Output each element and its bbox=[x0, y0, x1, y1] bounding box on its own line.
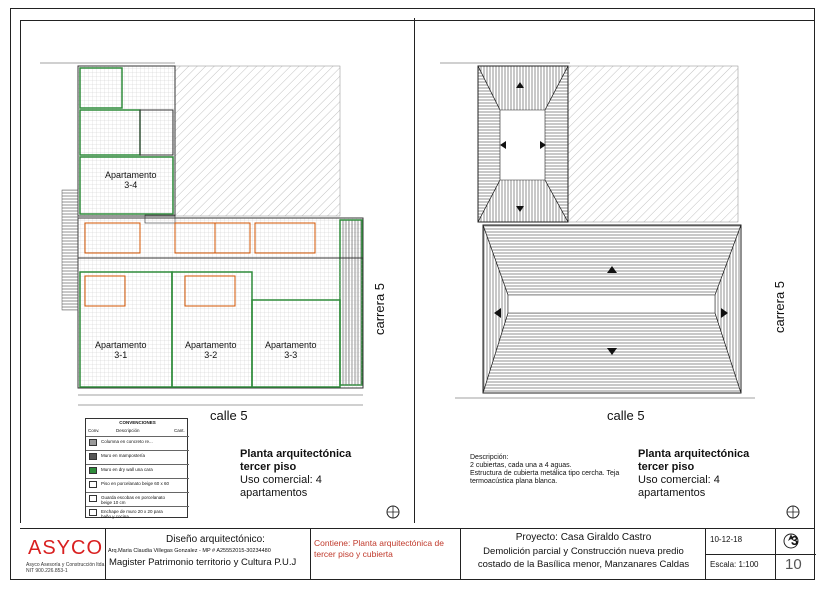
logo-nit: NIT 900.226.853-1 bbox=[26, 568, 68, 574]
title-block bbox=[20, 528, 815, 579]
design-label: Diseño arquitectónico: bbox=[166, 534, 265, 545]
legend-row: Columna en concreto re... bbox=[86, 436, 189, 448]
right-plan-subtitle: Uso comercial: 4 apartamentos bbox=[638, 474, 720, 499]
legend-header: CONVENCIONES bbox=[119, 420, 156, 425]
apartment-3-3-label: Apartamento 3-3 bbox=[265, 340, 317, 360]
sheet-number-cell bbox=[775, 529, 815, 579]
project-cell bbox=[460, 529, 705, 579]
roof-description: Descripción: 2 cubiertas, cada una a 4 aguas. Estructura de cubierta metálica tipo cercha. Teja termoacústica plana blanca. bbox=[470, 454, 620, 485]
left-plan-title: Planta arquitectónica tercer piso bbox=[240, 448, 352, 473]
drawing-scale: Escala: 1:100 bbox=[710, 560, 759, 569]
legend-row: Enchape de muro 20 x 20 para baño y cocina bbox=[86, 506, 189, 518]
drawing-date: 10-12-18 bbox=[710, 535, 743, 544]
neighbor-lot-hatch bbox=[175, 66, 340, 216]
apartment-3-2-label: Apartamento 3-2 bbox=[185, 340, 237, 360]
sheet-total: 10 bbox=[785, 556, 802, 573]
sheet-number: 3 bbox=[791, 533, 799, 548]
date-scale-cell bbox=[705, 529, 775, 579]
legend-col-conv: Conv. bbox=[88, 428, 100, 433]
legend-row: Piso en porcelanato beige 60 x 60 bbox=[86, 478, 189, 490]
legend-col-cant: Cant. bbox=[174, 428, 185, 433]
asyco-logo: ASYCO bbox=[28, 537, 104, 559]
right-street-side: carrera 5 bbox=[772, 280, 787, 333]
contains-cell bbox=[310, 529, 460, 579]
apartment-3-4-label: Apartamento 3-4 bbox=[105, 170, 157, 190]
designer-cell bbox=[105, 529, 310, 579]
legend-row: Guarda escobas en porcelanato beige 10 cm bbox=[86, 492, 189, 504]
left-plan-subtitle: Uso comercial: 4 apartamentos bbox=[240, 474, 322, 499]
apartment-3-1-label: Apartamento 3-1 bbox=[95, 340, 147, 360]
legend-col-desc: Descripción bbox=[116, 428, 140, 433]
left-street-side: carrera 5 bbox=[372, 282, 387, 335]
project-description-1: Demolición parcial y Construcción nueva predio bbox=[483, 546, 684, 557]
logo-subtitle: Asyco Asesoría y Construcción ltda bbox=[26, 562, 105, 568]
architect-name: Arq.Maria Claudia Villegas Gonzalez - MP # A25552015-30234480 bbox=[108, 548, 271, 554]
legend-row: Muro en mampostería bbox=[86, 450, 189, 462]
project-description-2: costado de la Basílica menor, Manzanares Caldas bbox=[477, 559, 690, 570]
left-street-bottom: calle 5 bbox=[210, 408, 248, 423]
logo-cell bbox=[20, 529, 105, 579]
legend-table bbox=[85, 418, 188, 518]
project-title: Proyecto: Casa Giraldo Castro bbox=[515, 532, 652, 543]
contains-text: Contiene: Planta arquitectónica de tercer piso y cubierta bbox=[314, 538, 444, 559]
architect-degree: Magister Patrimonio territorio y Cultura P.U.J bbox=[109, 557, 297, 568]
right-plan-title: Planta arquitectónica tercer piso bbox=[638, 448, 750, 473]
right-street-bottom: calle 5 bbox=[607, 408, 645, 423]
legend-row: Muro en dry wall una cara bbox=[86, 464, 189, 476]
